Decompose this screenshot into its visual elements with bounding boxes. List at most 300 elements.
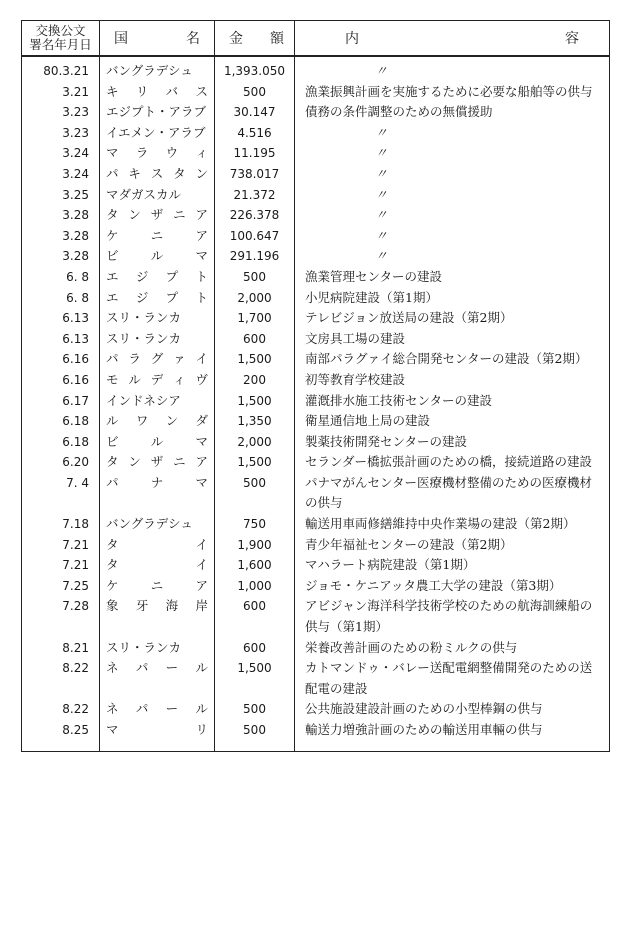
cell-content <box>295 411 610 432</box>
cell-country <box>100 205 215 226</box>
content-text: 灌漑排水施工技術センターの建設 <box>305 392 493 408</box>
cell-date: 6.18 <box>22 411 100 432</box>
header-amount-char1: 金 <box>229 31 243 47</box>
country-name-part: バ <box>165 83 179 99</box>
country-name-part: ジ <box>135 268 149 284</box>
cell-content <box>295 473 610 514</box>
header-country-char1: 国 <box>114 31 128 47</box>
cell-country <box>100 329 215 350</box>
content-text: セランダー橋拡張計画のための橋，接続道路の建設 <box>305 454 593 470</box>
header-country-char2: 名 <box>186 31 200 47</box>
country-name <box>106 555 208 576</box>
cell-amount: 1,500 <box>215 452 295 473</box>
cell-country <box>100 452 215 473</box>
cell-country <box>100 143 215 164</box>
country-name-part: ア <box>195 454 208 470</box>
country-name-part: 岸 <box>195 598 208 614</box>
country-name <box>106 164 208 185</box>
country-name-part: ル <box>106 413 119 429</box>
table-row <box>22 555 610 576</box>
ditto-mark: 〃 <box>375 186 388 202</box>
cell-content <box>295 185 610 206</box>
country-name-part: タ <box>173 165 186 181</box>
cell-amount: 600 <box>215 329 295 350</box>
cell-amount: 100.647 <box>215 226 295 247</box>
cell-content <box>295 535 610 556</box>
cell-content <box>295 596 610 637</box>
ditto-mark: 〃 <box>375 145 388 161</box>
country-name-part: ダ <box>195 413 208 429</box>
cell-date: 3.28 <box>22 205 100 226</box>
country-name-part: 象 <box>106 598 119 614</box>
table-row <box>22 288 610 309</box>
country-name <box>106 205 208 226</box>
country-name-part: ー <box>165 660 179 676</box>
cell-country <box>100 699 215 720</box>
content-text: 文房具工場の建設 <box>305 330 406 346</box>
cell-content <box>295 699 610 720</box>
table-body <box>22 56 610 751</box>
table-row <box>22 576 610 597</box>
cell-date: 3.24 <box>22 164 100 185</box>
country-name-part: マ <box>195 248 208 264</box>
country-name <box>106 102 208 123</box>
country-name <box>106 391 208 412</box>
table-row <box>22 246 610 267</box>
country-name-part: ニ <box>173 454 186 470</box>
cell-country <box>100 370 215 391</box>
table-row <box>22 391 610 412</box>
cell-country <box>100 391 215 412</box>
cell-date: 7.25 <box>22 576 100 597</box>
country-name <box>106 514 208 535</box>
country-name-part: ネ <box>106 701 119 717</box>
country-name-part: イ <box>195 557 208 573</box>
cell-country <box>100 555 215 576</box>
ditto-mark: 〃 <box>375 227 388 243</box>
country-name-part: モ <box>106 371 119 387</box>
country-name-part: ス <box>195 83 208 99</box>
country-name <box>106 123 208 144</box>
ditto-mark: 〃 <box>375 165 388 181</box>
country-name-part: パ <box>135 660 149 676</box>
country-name-part: ィ <box>195 145 208 161</box>
cell-amount: 1,900 <box>215 535 295 556</box>
aid-table-sheet <box>21 20 609 752</box>
cell-date: 3.28 <box>22 246 100 267</box>
grant-aid-table <box>21 20 610 752</box>
content-text: 公共施設建設計画のための小型棒鋼の供与 <box>305 701 543 717</box>
cell-amount: 600 <box>215 638 295 659</box>
cell-amount: 200 <box>215 370 295 391</box>
ditto-mark: 〃 <box>375 207 388 223</box>
cell-amount: 226.378 <box>215 205 295 226</box>
country-name-part: ル <box>128 371 141 387</box>
table-row <box>22 349 610 370</box>
country-name-part: グ <box>150 351 164 367</box>
country-name-part: ン <box>195 165 208 181</box>
cell-date: 6.18 <box>22 432 100 453</box>
header-amount-char2: 額 <box>270 31 284 47</box>
country-name <box>106 143 208 164</box>
header-date-line1: 交換公文 <box>35 23 86 38</box>
cell-content <box>295 720 610 751</box>
country-name-part: ジ <box>135 289 149 305</box>
table-row <box>22 432 610 453</box>
country-name-part: マダガスカル <box>106 186 182 202</box>
cell-amount: 500 <box>215 699 295 720</box>
cell-content <box>295 514 610 535</box>
table-row <box>22 411 610 432</box>
table-row <box>22 308 610 329</box>
country-name <box>106 226 208 247</box>
cell-date: 6.16 <box>22 349 100 370</box>
cell-date: 80.3.21 <box>22 56 100 82</box>
cell-content <box>295 391 610 412</box>
content-text: 輸送力増強計画のための輸送用車輛の供与 <box>305 722 543 737</box>
table-row <box>22 329 610 350</box>
cell-amount: 1,700 <box>215 308 295 329</box>
table-row <box>22 123 610 144</box>
cell-date: 6. 8 <box>22 267 100 288</box>
country-name <box>106 699 208 720</box>
cell-amount: 1,350 <box>215 411 295 432</box>
table-row <box>22 164 610 185</box>
cell-content <box>295 123 610 144</box>
country-name-part: ワ <box>135 413 149 429</box>
content-text: 南部パラグァイ総合開発センターの建設（第2期） <box>305 351 588 367</box>
content-text: パナマがんセンター医療機材整備のための医療機材の供与 <box>305 474 593 511</box>
cell-content <box>295 102 610 123</box>
country-name-part: バングラデシュ <box>106 63 193 78</box>
country-name-part: ネ <box>106 660 119 676</box>
country-name-part: スリ・ランカ <box>106 310 182 326</box>
country-name <box>106 473 208 494</box>
country-name-part: マ <box>195 474 208 490</box>
cell-country <box>100 226 215 247</box>
content-text: マハラート病院建設（第1期） <box>305 557 476 573</box>
ditto-mark: 〃 <box>375 124 388 140</box>
cell-content <box>295 349 610 370</box>
cell-amount: 750 <box>215 514 295 535</box>
country-name-part: バングラデシュ <box>106 516 193 532</box>
country-name-part: キ <box>106 83 119 99</box>
country-name-part: 海 <box>165 598 179 614</box>
country-name-part: マ <box>195 433 208 449</box>
country-name-part: 牙 <box>135 598 149 614</box>
country-name-part: プ <box>165 268 179 284</box>
country-name <box>106 288 208 309</box>
cell-content <box>295 82 610 103</box>
cell-country <box>100 349 215 370</box>
cell-content <box>295 329 610 350</box>
cell-amount: 600 <box>215 596 295 637</box>
cell-content <box>295 143 610 164</box>
cell-country <box>100 185 215 206</box>
table-row <box>22 720 610 751</box>
cell-country <box>100 288 215 309</box>
country-name-part: スリ・ランカ <box>106 639 182 655</box>
header-country <box>100 21 215 57</box>
table-row <box>22 56 610 82</box>
country-name <box>106 185 208 206</box>
country-name-part: ビ <box>106 248 119 264</box>
country-name-part: エ <box>106 268 119 284</box>
cell-date: 7.18 <box>22 514 100 535</box>
header-content-char2: 容 <box>565 31 579 47</box>
cell-amount: 2,000 <box>215 432 295 453</box>
country-name-part: ザ <box>150 454 164 470</box>
country-name-part: マ <box>106 145 119 161</box>
cell-amount: 2,000 <box>215 288 295 309</box>
cell-amount: 500 <box>215 720 295 751</box>
country-name-part: イ <box>195 536 208 552</box>
cell-date: 7.28 <box>22 596 100 637</box>
cell-country <box>100 432 215 453</box>
table-row <box>22 473 610 514</box>
cell-amount: 738.017 <box>215 164 295 185</box>
cell-amount: 500 <box>215 267 295 288</box>
cell-country <box>100 411 215 432</box>
cell-amount: 4.516 <box>215 123 295 144</box>
country-name-part: ン <box>128 454 141 470</box>
header-amount <box>215 21 295 57</box>
country-name <box>106 576 208 597</box>
cell-date: 3.23 <box>22 123 100 144</box>
country-name <box>106 596 208 617</box>
country-name-part: ケ <box>106 227 119 243</box>
cell-content <box>295 308 610 329</box>
cell-country <box>100 596 215 637</box>
cell-content <box>295 370 610 391</box>
country-name-part: ル <box>195 660 208 676</box>
country-name-part: パ <box>135 701 149 717</box>
cell-content <box>295 164 610 185</box>
country-name <box>106 61 208 82</box>
country-name-part: ン <box>128 207 141 223</box>
content-text: 青少年福祉センターの建設（第2期） <box>305 536 513 552</box>
table-row <box>22 699 610 720</box>
content-text: ジョモ・ケニアッタ農工大学の建設（第3期） <box>305 577 562 593</box>
country-name-part: インドネシア <box>106 392 181 408</box>
content-text: 栄養改善計画のための粉ミルクの供与 <box>305 639 518 655</box>
cell-content <box>295 638 610 659</box>
cell-country <box>100 246 215 267</box>
cell-date: 8.21 <box>22 638 100 659</box>
country-name <box>106 720 208 741</box>
content-text: 漁業振興計画を実施するために必要な船舶等の供与 <box>305 83 593 99</box>
content-text: 製薬技術開発センターの建設 <box>305 433 468 449</box>
table-row <box>22 638 610 659</box>
cell-amount: 1,500 <box>215 658 295 699</box>
table-row <box>22 205 610 226</box>
country-name <box>106 329 208 350</box>
country-name-part: ン <box>165 413 179 429</box>
country-name-part: タ <box>106 536 119 552</box>
country-name <box>106 535 208 556</box>
ditto-mark: 〃 <box>375 248 388 264</box>
country-name-part: ル <box>150 248 164 264</box>
cell-amount: 1,393.050 <box>215 56 295 82</box>
cell-date: 3.23 <box>22 102 100 123</box>
country-name <box>106 246 208 267</box>
cell-date: 3.24 <box>22 143 100 164</box>
country-name-part: ヴ <box>195 371 208 387</box>
header-date-line2: 署名年月日 <box>29 37 92 52</box>
cell-date: 7. 4 <box>22 473 100 514</box>
country-name <box>106 638 208 659</box>
cell-amount: 500 <box>215 473 295 514</box>
table-row <box>22 452 610 473</box>
country-name-part: ラ <box>128 351 141 367</box>
cell-date: 8.25 <box>22 720 100 751</box>
cell-date: 7.21 <box>22 535 100 556</box>
country-name-part: ナ <box>150 474 164 490</box>
country-name-part: キ <box>128 165 141 181</box>
country-name-part: ラ <box>135 145 149 161</box>
cell-content <box>295 452 610 473</box>
cell-amount: 1,500 <box>215 349 295 370</box>
cell-date: 8.22 <box>22 658 100 699</box>
cell-country <box>100 123 215 144</box>
table-row <box>22 658 610 699</box>
country-name-part: タ <box>106 454 119 470</box>
table-row <box>22 535 610 556</box>
table-row <box>22 267 610 288</box>
table-row <box>22 596 610 637</box>
cell-date: 3.28 <box>22 226 100 247</box>
country-name-part: ス <box>150 165 164 181</box>
cell-content <box>295 576 610 597</box>
cell-amount: 1,600 <box>215 555 295 576</box>
country-name <box>106 432 208 453</box>
country-name <box>106 308 208 329</box>
header-signing-date <box>22 21 100 57</box>
cell-amount: 11.195 <box>215 143 295 164</box>
country-name-part: ニ <box>173 207 186 223</box>
cell-country <box>100 576 215 597</box>
cell-amount: 1,000 <box>215 576 295 597</box>
cell-amount: 291.196 <box>215 246 295 267</box>
cell-content <box>295 246 610 267</box>
cell-date: 8.22 <box>22 699 100 720</box>
cell-country <box>100 535 215 556</box>
country-name-part: ウ <box>165 145 179 161</box>
country-name-part: プ <box>165 289 179 305</box>
cell-content <box>295 267 610 288</box>
country-name-part: ア <box>195 577 208 593</box>
country-name-part: エ <box>106 289 119 305</box>
country-name-part: ア <box>195 207 208 223</box>
cell-content <box>295 432 610 453</box>
ditto-mark: 〃 <box>375 63 388 78</box>
country-name-part: ニ <box>150 577 164 593</box>
country-name-part: イエメン・アラブ <box>106 124 206 140</box>
cell-content <box>295 56 610 82</box>
country-name <box>106 411 208 432</box>
country-name-part: マ <box>106 722 119 737</box>
country-name <box>106 82 208 103</box>
table-row <box>22 82 610 103</box>
table-row <box>22 514 610 535</box>
content-text: 初等教育学校建設 <box>305 371 406 387</box>
content-text: 衛星通信地上局の建設 <box>305 413 431 429</box>
country-name <box>106 370 208 391</box>
content-text: テレビジョン放送局の建設（第2期） <box>305 310 513 326</box>
cell-content <box>295 555 610 576</box>
cell-country <box>100 267 215 288</box>
cell-content <box>295 288 610 309</box>
cell-country <box>100 473 215 514</box>
country-name-part: ビ <box>106 433 119 449</box>
cell-country <box>100 56 215 82</box>
country-name-part: パ <box>106 351 119 367</box>
cell-amount: 21.372 <box>215 185 295 206</box>
country-name-part: ケ <box>106 577 119 593</box>
content-text: カトマンドゥ・バレー送配電網整備開発のための送配電の建設 <box>305 660 593 696</box>
cell-country <box>100 102 215 123</box>
country-name-part: ト <box>195 289 208 305</box>
table-row <box>22 226 610 247</box>
cell-country <box>100 514 215 535</box>
country-name-part: パ <box>106 165 119 181</box>
cell-date: 6.17 <box>22 391 100 412</box>
table-header-row <box>22 21 610 57</box>
country-name <box>106 267 208 288</box>
country-name <box>106 658 208 679</box>
country-name-part: ィ <box>173 371 186 387</box>
country-name-part: イ <box>195 351 208 367</box>
country-name-part: リ <box>135 83 149 99</box>
cell-amount: 1,500 <box>215 391 295 412</box>
content-text: 債務の条件調整のための無償援助 <box>305 104 493 120</box>
country-name-part: スリ・ランカ <box>106 330 182 346</box>
country-name-part: ァ <box>173 351 186 367</box>
country-name-part: タ <box>106 557 119 573</box>
cell-date: 7.21 <box>22 555 100 576</box>
cell-date: 3.25 <box>22 185 100 206</box>
cell-content <box>295 658 610 699</box>
cell-date: 6.16 <box>22 370 100 391</box>
cell-country <box>100 638 215 659</box>
content-text: 輸送用車両修繕維持中央作業場の建設（第2期） <box>305 516 576 532</box>
cell-country <box>100 658 215 699</box>
country-name <box>106 452 208 473</box>
cell-content <box>295 205 610 226</box>
cell-amount: 30.147 <box>215 102 295 123</box>
cell-content <box>295 226 610 247</box>
country-name-part: ザ <box>150 207 164 223</box>
content-text: 漁業管理センターの建設 <box>305 268 443 284</box>
header-content <box>295 21 610 57</box>
country-name-part: ル <box>195 701 208 717</box>
country-name-part: ー <box>165 701 179 717</box>
country-name-part: デ <box>150 371 164 387</box>
table-row <box>22 185 610 206</box>
cell-date: 6.20 <box>22 452 100 473</box>
cell-amount: 500 <box>215 82 295 103</box>
cell-country <box>100 164 215 185</box>
country-name-part: ア <box>195 227 208 243</box>
content-text: アビジャン海洋科学技術学校のための航海訓練船の供与（第1期） <box>305 598 593 635</box>
cell-date: 6. 8 <box>22 288 100 309</box>
cell-country <box>100 720 215 751</box>
country-name-part: タ <box>106 207 119 223</box>
country-name-part: エジプト・アラブ <box>106 104 207 120</box>
country-name-part: ト <box>195 268 208 284</box>
cell-date: 3.21 <box>22 82 100 103</box>
country-name-part: ル <box>150 433 164 449</box>
